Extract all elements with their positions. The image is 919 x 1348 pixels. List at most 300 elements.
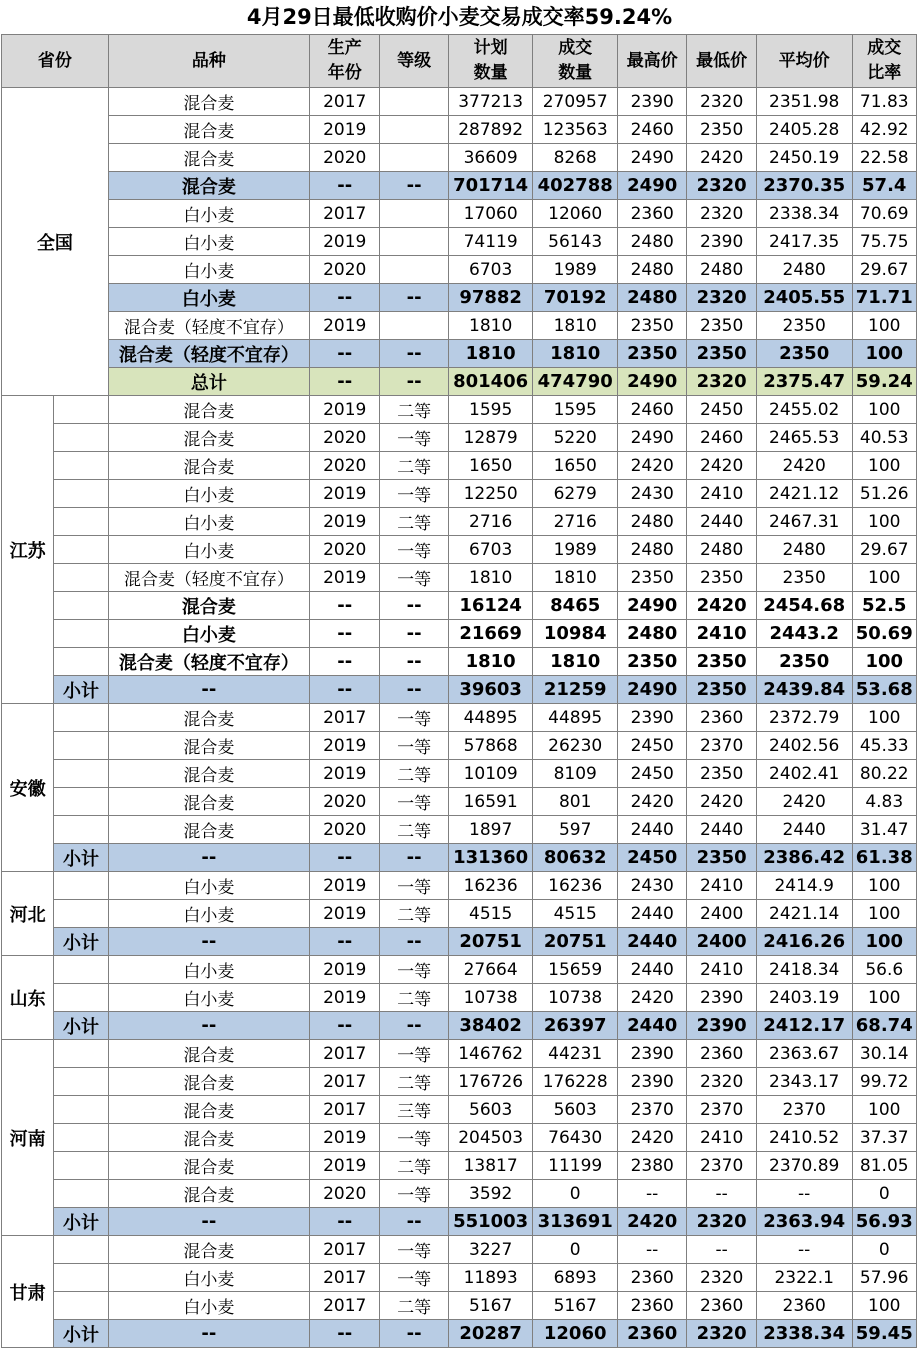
table-row (2, 424, 917, 452)
table-cell: 12250 (448, 480, 533, 508)
table-cell: 2420 (756, 452, 852, 480)
table-cell: -- (380, 676, 448, 704)
table-cell: 1989 (533, 256, 618, 284)
table-cell (54, 872, 108, 900)
table-cell: 二等 (380, 1152, 448, 1180)
table-row (2, 760, 917, 788)
table-cell: 2480 (617, 284, 686, 312)
table-cell (54, 1292, 108, 1320)
table-cell: 白小麦 (108, 900, 309, 928)
header-row (2, 35, 917, 88)
table-cell: 29.67 (852, 536, 917, 564)
table-row (2, 1040, 917, 1068)
table-cell: -- (309, 1208, 379, 1236)
table-cell: 二等 (380, 396, 448, 424)
table-cell: 100 (852, 452, 917, 480)
table-cell (54, 396, 108, 424)
table-cell: 2019 (309, 732, 379, 760)
subtotal-row (2, 172, 917, 200)
table-cell: 2360 (617, 1320, 686, 1348)
table-cell: 2360 (687, 1040, 756, 1068)
table-cell: 2440 (617, 928, 686, 956)
table-cell: 146762 (448, 1040, 533, 1068)
table-cell (54, 788, 108, 816)
table-cell: 一等 (380, 732, 448, 760)
table-cell: 2450 (617, 760, 686, 788)
table-cell: 2390 (687, 228, 756, 256)
table-cell: -- (380, 592, 448, 620)
table-cell: 小计 (54, 1208, 108, 1236)
table-cell: -- (108, 1320, 309, 1348)
table-cell: 2360 (687, 1292, 756, 1320)
table-cell: 混合麦 (108, 116, 309, 144)
table-cell: 白小麦 (108, 228, 309, 256)
table-row (2, 984, 917, 1012)
wheat-auction-table (1, 34, 917, 1348)
table-cell: -- (380, 340, 448, 368)
table-cell (54, 984, 108, 1012)
table-cell: 混合麦 (108, 1068, 309, 1096)
table-cell: 37.37 (852, 1124, 917, 1152)
table-cell (54, 956, 108, 984)
table-cell: 一等 (380, 1264, 448, 1292)
table-cell: 白小麦 (108, 480, 309, 508)
table-cell: 混合麦 (108, 424, 309, 452)
table-cell: 二等 (380, 760, 448, 788)
table-cell: 2020 (309, 424, 379, 452)
table-cell: 56143 (533, 228, 618, 256)
table-cell: 2320 (687, 88, 756, 116)
table-cell (380, 256, 448, 284)
table-cell: 1810 (448, 648, 533, 676)
table-row (2, 1068, 917, 1096)
province-cell: 甘肃 (2, 1236, 54, 1348)
table-cell (54, 452, 108, 480)
table-cell: 2410 (687, 620, 756, 648)
table-cell: 2375.47 (756, 368, 852, 396)
table-cell: 一等 (380, 536, 448, 564)
table-cell: 2410 (687, 956, 756, 984)
table-cell: 2350 (687, 116, 756, 144)
table-body (2, 88, 917, 1348)
table-cell: 混合麦 (108, 816, 309, 844)
table-cell: 2421.14 (756, 900, 852, 928)
table-cell: 2020 (309, 144, 379, 172)
table-cell: 2390 (687, 1012, 756, 1040)
table-cell: 16236 (448, 872, 533, 900)
table-cell: 4.83 (852, 788, 917, 816)
table-cell: 31.47 (852, 816, 917, 844)
table-cell: -- (309, 592, 379, 620)
table-cell: 混合麦 (108, 144, 309, 172)
table-cell: 2410 (687, 480, 756, 508)
table-cell: 100 (852, 340, 917, 368)
table-cell: 1810 (533, 312, 618, 340)
table-cell: 10738 (448, 984, 533, 1012)
table-cell: 1650 (533, 452, 618, 480)
table-cell: 混合麦 (108, 1096, 309, 1124)
table-cell: 2019 (309, 956, 379, 984)
table-cell: 小计 (54, 928, 108, 956)
table-cell: 377213 (448, 88, 533, 116)
table-cell: 2370 (756, 1096, 852, 1124)
table-cell: 12060 (533, 1320, 618, 1348)
table-cell: 2320 (687, 172, 756, 200)
table-cell: -- (309, 1320, 379, 1348)
table-cell: 2350 (617, 340, 686, 368)
table-cell: 1810 (533, 340, 618, 368)
table-cell: 2019 (309, 984, 379, 1012)
table-cell: 801406 (448, 368, 533, 396)
column-header: 成交 数量 (533, 35, 618, 88)
table-cell: 15659 (533, 956, 618, 984)
table-cell: 1810 (448, 340, 533, 368)
table-cell: 2370 (687, 1096, 756, 1124)
table-row (2, 788, 917, 816)
table-cell: 2490 (617, 144, 686, 172)
table-cell: 11199 (533, 1152, 618, 1180)
table-cell: 小计 (54, 1012, 108, 1040)
table-cell: 2350 (687, 648, 756, 676)
table-cell: 2020 (309, 536, 379, 564)
table-row (2, 648, 917, 676)
table-cell (54, 508, 108, 536)
table-cell: 10109 (448, 760, 533, 788)
table-cell: 204503 (448, 1124, 533, 1152)
table-cell: -- (108, 1208, 309, 1236)
table-cell: -- (108, 928, 309, 956)
table-cell: 2017 (309, 1096, 379, 1124)
table-cell: 2454.68 (756, 592, 852, 620)
table-cell: 2480 (617, 228, 686, 256)
table-cell: 2480 (617, 256, 686, 284)
table-row (2, 1292, 917, 1320)
table-cell: 2440 (617, 1012, 686, 1040)
table-cell: 2017 (309, 200, 379, 228)
table-cell: 混合麦（轻度不宜存） (108, 564, 309, 592)
table-row (2, 732, 917, 760)
table-cell: 白小麦 (108, 956, 309, 984)
table-cell (54, 536, 108, 564)
table-row (2, 816, 917, 844)
table-cell (54, 1068, 108, 1096)
table-cell: 2350 (687, 844, 756, 872)
table-cell: -- (380, 1012, 448, 1040)
table-cell: 2420 (617, 452, 686, 480)
table-cell (54, 1040, 108, 1068)
column-header: 成交 比率 (852, 35, 917, 88)
table-cell: 2019 (309, 228, 379, 256)
table-cell: 597 (533, 816, 618, 844)
table-cell: 2370.35 (756, 172, 852, 200)
table-cell: 100 (852, 312, 917, 340)
table-cell: 混合麦 (108, 788, 309, 816)
table-cell: 2490 (617, 424, 686, 452)
table-cell: -- (380, 172, 448, 200)
table-cell: -- (309, 844, 379, 872)
table-cell: 402788 (533, 172, 618, 200)
table-cell: -- (309, 928, 379, 956)
table-cell: 2490 (617, 676, 686, 704)
table-cell: 2421.12 (756, 480, 852, 508)
table-cell: 2410 (687, 1124, 756, 1152)
table-cell: 混合麦（轻度不宜存） (108, 648, 309, 676)
table-cell: 2019 (309, 760, 379, 788)
table-cell: 3592 (448, 1180, 533, 1208)
table-row (2, 116, 917, 144)
table-cell: 小计 (54, 1320, 108, 1348)
table-cell: 176726 (448, 1068, 533, 1096)
table-cell: -- (380, 368, 448, 396)
table-cell: 270957 (533, 88, 618, 116)
table-cell: 2360 (617, 1264, 686, 1292)
table-cell: 2350 (617, 312, 686, 340)
table-cell (54, 564, 108, 592)
table-cell: 2390 (687, 984, 756, 1012)
table-row (2, 564, 917, 592)
table-cell: 2420 (617, 984, 686, 1012)
table-cell: 1989 (533, 536, 618, 564)
table-cell: 2460 (617, 116, 686, 144)
table-cell: -- (380, 284, 448, 312)
table-cell: 16236 (533, 872, 618, 900)
table-cell: -- (309, 368, 379, 396)
table-cell: 38402 (448, 1012, 533, 1040)
table-cell: 5220 (533, 424, 618, 452)
table-cell: 2490 (617, 172, 686, 200)
table-cell: 100 (852, 396, 917, 424)
table-row (2, 508, 917, 536)
province-cell: 安徽 (2, 704, 54, 872)
table-cell: 20751 (448, 928, 533, 956)
table-row (2, 956, 917, 984)
table-row (2, 312, 917, 340)
table-cell: 2372.79 (756, 704, 852, 732)
table-cell: 21669 (448, 620, 533, 648)
table-cell: 2402.41 (756, 760, 852, 788)
table-cell: 45.33 (852, 732, 917, 760)
table-cell: 551003 (448, 1208, 533, 1236)
table-cell: 一等 (380, 1236, 448, 1264)
table-cell: 2370.89 (756, 1152, 852, 1180)
table-cell: 801 (533, 788, 618, 816)
table-cell: 混合麦（轻度不宜存） (108, 340, 309, 368)
table-cell: -- (309, 1012, 379, 1040)
table-cell: 100 (852, 900, 917, 928)
table-cell (54, 704, 108, 732)
table-cell: -- (380, 1208, 448, 1236)
table-cell: 二等 (380, 816, 448, 844)
table-cell: 2450.19 (756, 144, 852, 172)
table-cell: 16591 (448, 788, 533, 816)
table-cell: 71.71 (852, 284, 917, 312)
table-cell: 4515 (448, 900, 533, 928)
table-cell: 2412.17 (756, 1012, 852, 1040)
table-cell: 2455.02 (756, 396, 852, 424)
table-cell: 2350 (756, 340, 852, 368)
table-row (2, 1180, 917, 1208)
table-cell: 100 (852, 928, 917, 956)
table-cell: 混合麦 (108, 1124, 309, 1152)
table-cell: 100 (852, 984, 917, 1012)
total-row (2, 368, 917, 396)
table-cell: 2450 (687, 396, 756, 424)
table-cell: 2420 (687, 452, 756, 480)
table-cell (380, 312, 448, 340)
table-cell (54, 1124, 108, 1152)
table-cell: 2017 (309, 704, 379, 732)
table-cell: 4515 (533, 900, 618, 928)
table-cell: 2440 (687, 816, 756, 844)
table-cell: 2400 (687, 900, 756, 928)
table-cell (380, 228, 448, 256)
table-cell: 0 (852, 1180, 917, 1208)
table-cell: 2480 (617, 620, 686, 648)
table-cell: 2490 (617, 368, 686, 396)
table-cell (54, 732, 108, 760)
table-cell (54, 648, 108, 676)
table-cell: 2017 (309, 1236, 379, 1264)
table-cell: 61.38 (852, 844, 917, 872)
table-cell: 一等 (380, 704, 448, 732)
table-cell (54, 816, 108, 844)
table-cell (54, 424, 108, 452)
table-cell: 小计 (54, 676, 108, 704)
table-cell: 76430 (533, 1124, 618, 1152)
table-cell: 12060 (533, 200, 618, 228)
table-cell: 8465 (533, 592, 618, 620)
subtotal-row (2, 844, 917, 872)
table-cell: 313691 (533, 1208, 618, 1236)
table-cell: 混合麦 (108, 704, 309, 732)
table-row (2, 620, 917, 648)
table-cell: 2440 (617, 816, 686, 844)
table-cell: -- (309, 340, 379, 368)
table-title: 4月29日最低收购价小麦交易成交率59.24% (246, 5, 673, 29)
table-cell: 70.69 (852, 200, 917, 228)
table-cell: 59.45 (852, 1320, 917, 1348)
subtotal-row (2, 1320, 917, 1348)
table-cell: 2480 (687, 536, 756, 564)
table-cell: 42.92 (852, 116, 917, 144)
table-cell: 2467.31 (756, 508, 852, 536)
table-cell: 39603 (448, 676, 533, 704)
table-cell: 二等 (380, 1068, 448, 1096)
table-cell: 474790 (533, 368, 618, 396)
table-cell: 白小麦 (108, 1292, 309, 1320)
table-cell: 2420 (617, 1208, 686, 1236)
table-cell: 2402.56 (756, 732, 852, 760)
table-cell: 6703 (448, 536, 533, 564)
subtotal-row (2, 676, 917, 704)
table-cell: 2390 (617, 88, 686, 116)
table-cell: 22.58 (852, 144, 917, 172)
table-cell: -- (108, 676, 309, 704)
table-cell: 2418.34 (756, 956, 852, 984)
table-cell: 68.74 (852, 1012, 917, 1040)
table-cell: 2390 (617, 704, 686, 732)
table-cell (54, 480, 108, 508)
table-cell: 1810 (533, 648, 618, 676)
column-header: 最高价 (617, 35, 686, 88)
table-cell: 一等 (380, 1180, 448, 1208)
table-cell: 混合麦（轻度不宜存） (108, 312, 309, 340)
table-cell: -- (309, 676, 379, 704)
table-cell: 2390 (617, 1068, 686, 1096)
table-row (2, 88, 917, 116)
table-cell: 2420 (687, 788, 756, 816)
table-cell: 小计 (54, 844, 108, 872)
table-cell: 2414.9 (756, 872, 852, 900)
table-cell: 二等 (380, 900, 448, 928)
table-cell (54, 760, 108, 788)
table-cell: 2420 (617, 1124, 686, 1152)
table-cell: 混合麦 (108, 1180, 309, 1208)
table-row (2, 1152, 917, 1180)
table-cell: 2320 (687, 368, 756, 396)
table-cell: 1897 (448, 816, 533, 844)
table-cell: 74119 (448, 228, 533, 256)
table-cell: 36609 (448, 144, 533, 172)
table-cell (54, 1180, 108, 1208)
table-cell: 一等 (380, 480, 448, 508)
table-cell: 13817 (448, 1152, 533, 1180)
table-cell (380, 144, 448, 172)
table-cell: 混合麦 (108, 760, 309, 788)
table-cell: 2017 (309, 88, 379, 116)
table-cell: 12879 (448, 424, 533, 452)
table-cell: 100 (852, 1292, 917, 1320)
table-cell: 2320 (687, 1264, 756, 1292)
table-cell: 2370 (617, 1096, 686, 1124)
table-cell: 混合麦 (108, 592, 309, 620)
table-cell: 混合麦 (108, 1236, 309, 1264)
table-cell: 56.93 (852, 1208, 917, 1236)
table-cell: 57.96 (852, 1264, 917, 1292)
table-cell: 2460 (617, 396, 686, 424)
table-cell: 6279 (533, 480, 618, 508)
table-cell: 2400 (687, 928, 756, 956)
table-cell: 57.4 (852, 172, 917, 200)
table-cell: 混合麦 (108, 1152, 309, 1180)
table-cell (54, 1264, 108, 1292)
table-cell: 51.26 (852, 480, 917, 508)
table-cell: 57868 (448, 732, 533, 760)
table-cell: 5167 (533, 1292, 618, 1320)
column-header: 生产 年份 (309, 35, 379, 88)
table-cell (54, 1152, 108, 1180)
table-cell: 2350 (756, 312, 852, 340)
table-cell: 17060 (448, 200, 533, 228)
table-cell: 2019 (309, 312, 379, 340)
table-cell: -- (108, 1012, 309, 1040)
table-cell: 123563 (533, 116, 618, 144)
table-cell: 21259 (533, 676, 618, 704)
table-cell: 二等 (380, 508, 448, 536)
table-cell: 99.72 (852, 1068, 917, 1096)
table-row (2, 144, 917, 172)
table-cell: 2450 (617, 844, 686, 872)
table-cell: 二等 (380, 984, 448, 1012)
table-cell: 701714 (448, 172, 533, 200)
table-cell: 2443.2 (756, 620, 852, 648)
table-row (2, 592, 917, 620)
table-cell: 2716 (448, 508, 533, 536)
table-cell: 白小麦 (108, 284, 309, 312)
table-cell: 2017 (309, 1068, 379, 1096)
table-cell: 50.69 (852, 620, 917, 648)
table-cell: 29.67 (852, 256, 917, 284)
